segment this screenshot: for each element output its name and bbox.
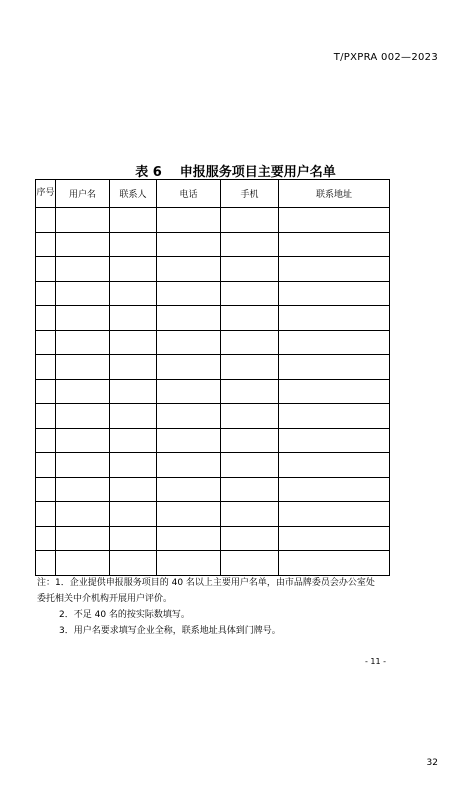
table-cell [157,477,221,502]
table-cell [36,551,56,576]
table-cell [221,477,279,502]
table-row [36,208,390,233]
table-cell [56,257,110,282]
table-cell [221,428,279,453]
table-row [36,551,390,576]
table-cell [56,281,110,306]
table-cell [36,502,56,527]
table-cell [110,502,157,527]
table-cell [279,281,390,306]
table-cell [110,208,157,233]
table-cell [36,404,56,429]
outer-page-number: 32 [426,758,438,768]
table-cell [36,453,56,478]
table-row [36,355,390,380]
table-cell [221,379,279,404]
column-header-username: 用户名 [56,180,110,208]
table-cell [56,404,110,429]
table-cell [36,526,56,551]
table-cell [157,281,221,306]
table-cell [56,355,110,380]
table-cell [36,257,56,282]
table-cell [279,232,390,257]
table-cell [36,379,56,404]
table-cell [110,330,157,355]
table-cell [110,453,157,478]
table-row [36,232,390,257]
table-cell [56,306,110,331]
table-cell [110,281,157,306]
table-cell [221,551,279,576]
table-row [36,281,390,306]
table-title [0,161,471,180]
column-header-seq: 序号 [36,180,56,208]
table-cell [110,306,157,331]
table-cell [110,526,157,551]
document-id: T/PXPRA 002—2023 [333,52,438,63]
table-title-text: 申报服务项目主要用户名单 [179,165,336,180]
table-cell [157,355,221,380]
table-cell [221,208,279,233]
table-cell [157,208,221,233]
table-cell [157,330,221,355]
column-header-phone: 电话 [157,180,221,208]
table-row [36,453,390,478]
table-row [36,306,390,331]
table-cell [56,330,110,355]
table-cell [110,355,157,380]
table-notes [37,575,397,639]
table-cell [279,257,390,282]
table-row [36,404,390,429]
table-cell [56,379,110,404]
table-cell [157,306,221,331]
table-cell [279,404,390,429]
table-row [36,330,390,355]
table-cell [279,502,390,527]
table-cell [36,306,56,331]
user-list-table [35,179,390,576]
table-cell [279,526,390,551]
table-cell [221,257,279,282]
table-cell [36,428,56,453]
table-cell [56,477,110,502]
table-cell [110,404,157,429]
table-row [36,526,390,551]
table-cell [279,453,390,478]
table-cell [110,232,157,257]
table-cell [279,428,390,453]
table-cell [36,477,56,502]
table-body [36,208,390,576]
table-cell [36,330,56,355]
table-cell [221,232,279,257]
table-cell [221,330,279,355]
table-cell [56,453,110,478]
table-cell [221,502,279,527]
table-cell [157,404,221,429]
table-header-row [36,180,390,208]
table-cell [56,551,110,576]
table-cell [157,428,221,453]
table-cell [279,330,390,355]
table-cell [110,428,157,453]
table-row [36,379,390,404]
table-cell [36,355,56,380]
table-cell [36,232,56,257]
table-cell [56,502,110,527]
table-row [36,477,390,502]
column-header-contact: 联系人 [110,180,157,208]
note-2: 2．不足 40 名的按实际数填写。 [59,610,190,620]
note-1-line-2: 委托相关中介机构开展用户评价。 [37,594,173,604]
table-cell [279,379,390,404]
table-cell [110,379,157,404]
table-cell [157,379,221,404]
table-cell [56,428,110,453]
table-cell [56,208,110,233]
note-3: 3．用户名要求填写企业全称，联系地址具体到门牌号。 [59,626,281,636]
table-row [36,502,390,527]
table-cell [221,453,279,478]
table-cell [157,232,221,257]
table-row [36,257,390,282]
table-cell [221,281,279,306]
table-cell [157,551,221,576]
table-cell [279,551,390,576]
table-cell [221,306,279,331]
table-cell [56,232,110,257]
table-cell [157,257,221,282]
table-cell [279,477,390,502]
table-number: 表 6 [135,165,162,180]
table-cell [56,526,110,551]
table-cell [221,526,279,551]
column-header-mobile: 手机 [221,180,279,208]
table-cell [157,526,221,551]
table-cell [36,281,56,306]
table-cell [279,306,390,331]
table-row [36,428,390,453]
table-cell [157,453,221,478]
note-1-line-1: 注：1．企业提供申报服务项目的 40 名以上主要用户名单，由市品牌委员会办公室处 [37,578,375,588]
table-cell [36,208,56,233]
inner-page-number: - 11 - [364,657,386,666]
table-cell [279,355,390,380]
table-cell [221,355,279,380]
table-cell [110,257,157,282]
table-cell [221,404,279,429]
table-cell [110,551,157,576]
column-header-address: 联系地址 [279,180,390,208]
table-cell [157,502,221,527]
table-cell [110,477,157,502]
table-cell [279,208,390,233]
